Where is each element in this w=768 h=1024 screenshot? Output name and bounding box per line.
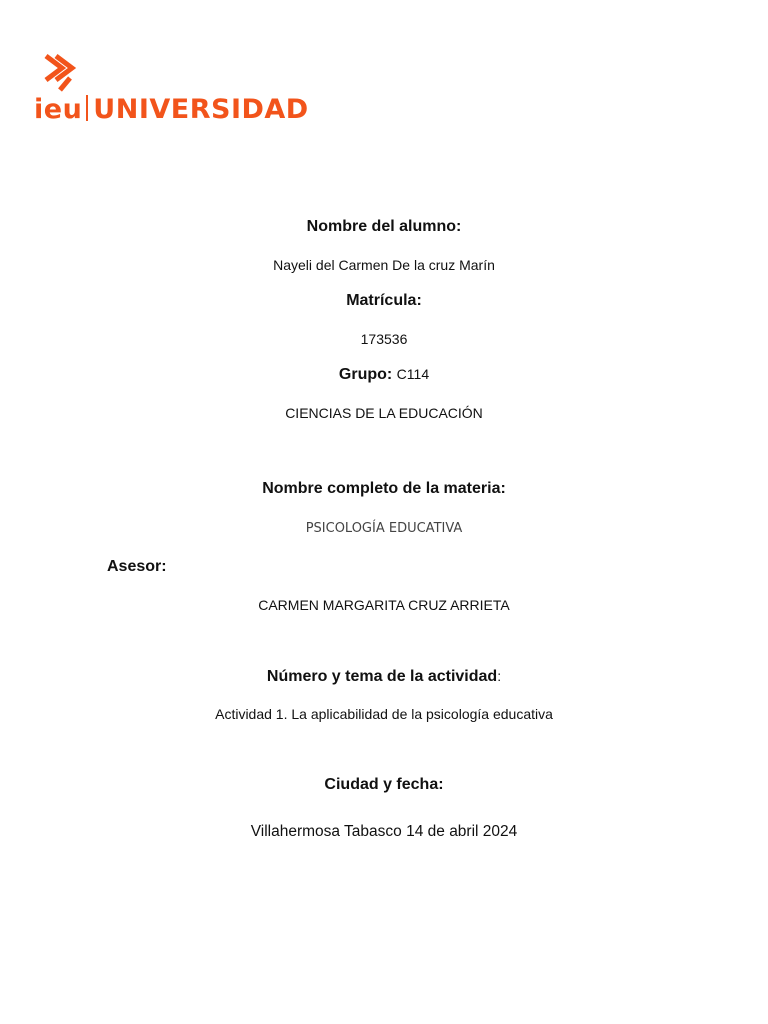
- place-date-label: Ciudad y fecha:: [324, 776, 444, 793]
- activity-line: [0, 668, 768, 686]
- logo-wordmark: [34, 92, 309, 128]
- activity-label-colon: :: [497, 668, 502, 684]
- chevron-arrows-icon: [40, 54, 80, 92]
- advisor-value: CARMEN MARGARITA CRUZ ARRIETA: [258, 597, 510, 613]
- course-value: PSICOLOGÍA EDUCATIVA: [305, 521, 463, 536]
- activity-label: Número y tema de la actividad: [266, 668, 498, 685]
- student-name-label: Nombre del alumno:: [306, 218, 462, 235]
- student-name-value: Nayeli del Carmen De la cruz Marín: [273, 257, 495, 273]
- logo-universidad-text: UNIVERSIDAD: [93, 94, 309, 125]
- group-line: [0, 366, 768, 384]
- student-id-value: 173536: [360, 331, 408, 347]
- ieu-universidad-logo: [34, 54, 324, 126]
- student-id-label: Matrícula:: [346, 292, 422, 309]
- logo-ieu-text: ieu: [34, 94, 83, 125]
- activity-value: Actividad 1. La aplicabilidad de la psicología educativa: [215, 706, 553, 722]
- logo-divider: [86, 95, 88, 121]
- course-label: Nombre completo de la materia:: [262, 480, 506, 497]
- place-date-value: Villahermosa Tabasco 14 de abril 2024: [250, 823, 518, 840]
- program-value: CIENCIAS DE LA EDUCACIÓN: [285, 405, 483, 421]
- group-label: Grupo:: [338, 366, 393, 383]
- advisor-label: Asesor:: [107, 558, 167, 575]
- group-value: C114: [396, 366, 430, 382]
